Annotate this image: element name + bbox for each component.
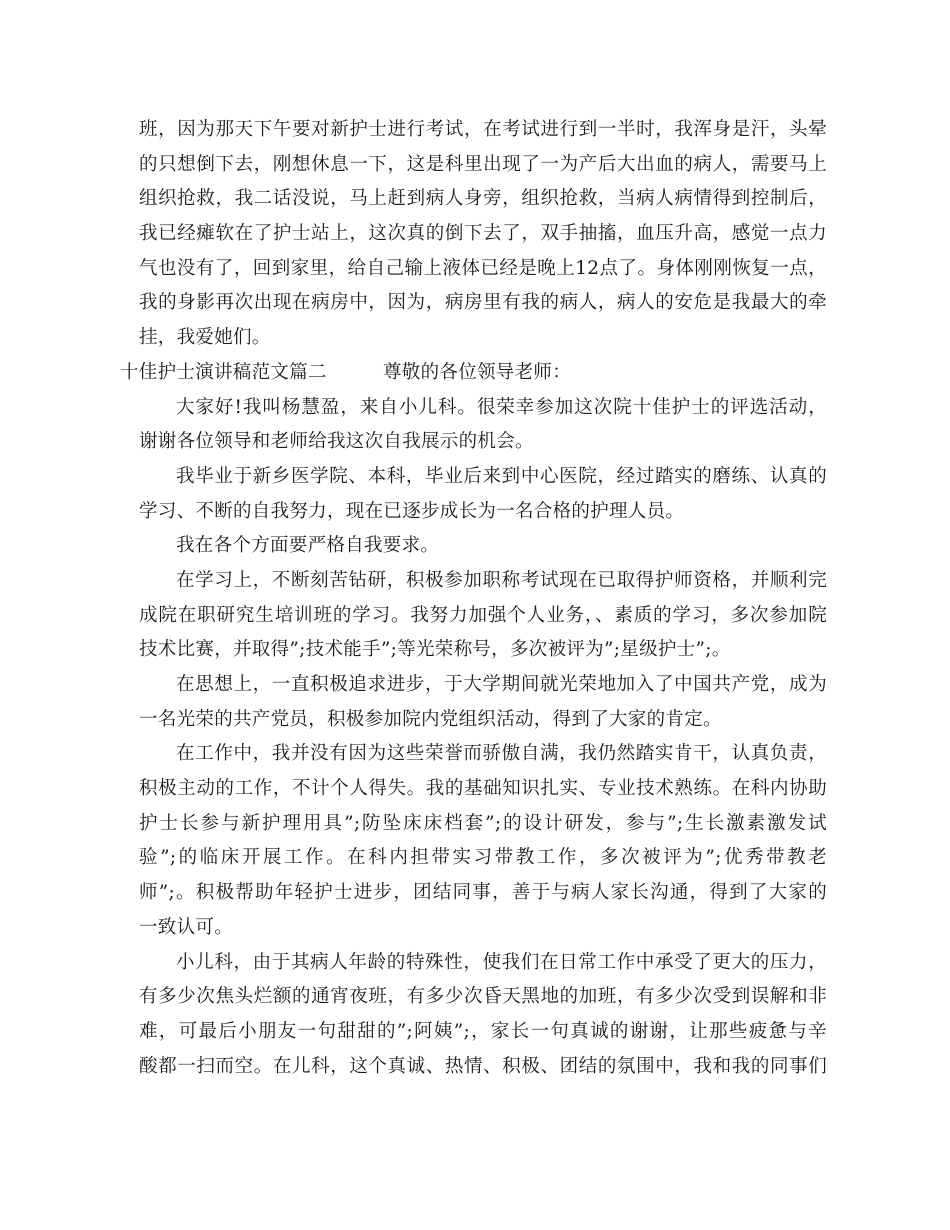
- text-line: 我毕业于新乡医学院、本科，毕业后来到中心医院，经过踏实的磨练、认真的: [176, 465, 827, 487]
- text-line: 积极主动的工作，不计个人得失。我的基础知识扎实、专业技术熟练。在科内协助: [139, 778, 827, 800]
- text-line: 在学习上，不断刻苦钻研，积极参加职称考试现在已取得护师资格，并顺利完: [176, 569, 827, 591]
- text-line: 谢谢各位领导和老师给我这次自我展示的机会。: [139, 431, 534, 453]
- text-line: 挂，我爱她们。: [139, 327, 271, 349]
- salutation: 尊敬的各位领导老师：: [383, 361, 572, 383]
- text-line: 我的身影再次出现在病房中，因为，病房里有我的病人，病人的安危是我最大的牵: [139, 292, 827, 314]
- text-line: 一名光荣的共产党员，积极参加院内党组织活动，得到了大家的肯定。: [139, 708, 722, 730]
- text-line: 护士长参与新护理用具”;防坠床床档套”;的设计研发，参与”;生长激素激发试: [139, 812, 827, 834]
- section-heading: [120, 356, 827, 391]
- text-line: 大家好!我叫杨慧盈，来自小儿科。很荣幸参加这次院十佳护士的评选活动，: [176, 396, 827, 418]
- text-line: 成院在职研究生培训班的学习。我努力加强个人业务，、素质的学习，多次参加院: [139, 604, 827, 626]
- text-line: 在思想上，一直积极追求进步，于大学期间就光荣地加入了中国共产党，成为: [176, 674, 827, 695]
- text-line: 学习、不断的自我努力，现在已逐步成长为一名合格的护理人员。: [139, 500, 685, 522]
- text-line: 酸都一扫而空。在儿科，这个真诚、热情、积极、团结的氛围中，我和我的同事们: [139, 1055, 827, 1077]
- text-line: 难，可最后小朋友一句甜甜的”;阿姨”;，家长一句真诚的谢谢，让那些疲惫与辛: [139, 1020, 827, 1042]
- text-line: 组织抢救，我二话没说，马上赶到病人身旁，组织抢救，当病人病情得到控制后，: [139, 188, 827, 210]
- text-line: 技术比赛，并取得”;技术能手”;等光荣称号，多次被评为”;星级护士”;。: [139, 639, 731, 661]
- section-title: 十佳护士演讲稿范文篇二: [120, 361, 327, 383]
- text-line: 班，因为那天下午要对新护士进行考试，在考试进行到一半时，我浑身是汗，头晕: [139, 119, 827, 140]
- text-line: 验”;的临床开展工作。在科内担带实习带教工作，多次被评为”;优秀带教老: [139, 847, 827, 869]
- text-line: 我已经瘫软在了护士站上，这次真的倒下去了，双手抽搐，血压升高，感觉一点力: [139, 223, 827, 245]
- text-line: 一致认可。: [139, 916, 234, 938]
- text-line: 气也没有了，回到家里，给自己输上液体已经是晚上12点了。身体刚刚恢复一点，: [139, 257, 827, 279]
- text-line: 我在各个方面要严格自我要求。: [176, 535, 440, 557]
- text-line: 有多少次焦头烂额的通宵夜班，有多少次昏天黑地的加班，有多少次受到误解和非: [139, 986, 827, 1008]
- text-line: 的只想倒下去，刚想休息一下，这是科里出现了一为产后大出血的病人，需要马上: [139, 153, 827, 175]
- document-body: [120, 113, 827, 1084]
- text-line: 师”;。积极帮助年轻护士进步，团结同事，善于与病人家长沟通，得到了大家的: [139, 882, 827, 904]
- text-line: 在工作中，我并没有因为这些荣誉而骄傲自满，我仍然踏实肯干，认真负责，: [176, 743, 827, 765]
- text-line: 小儿科，由于其病人年龄的特殊性，使我们在日常工作中承受了更大的压力，: [176, 951, 827, 973]
